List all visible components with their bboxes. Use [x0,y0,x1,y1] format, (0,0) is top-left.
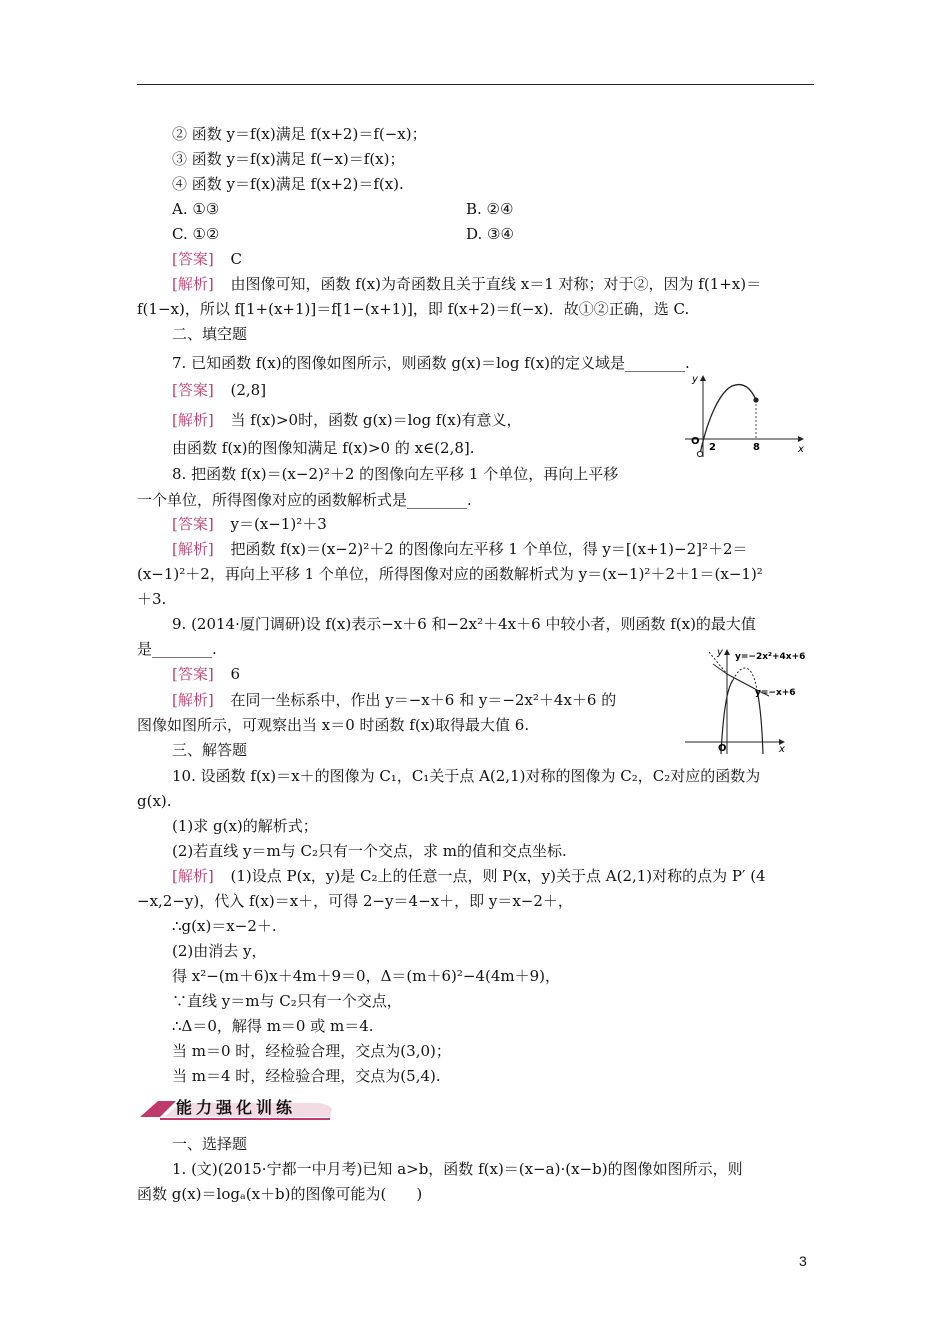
answer-tag: [答案] [172,250,214,268]
option-line-2: ② 函数 y＝f(x)满足 f(x+2)＝f(−x)； [172,125,427,143]
answer-value: (2,8] [230,381,267,399]
tick-8: 8 [753,442,760,453]
explanation-7-line-1 [172,410,522,430]
x-label: x [798,444,804,455]
explanation-tag: [解析] [172,540,214,558]
explanation-10-line-4: (2)由消去 y， [172,942,267,960]
explanation-text: 在同一坐标系中，作出 y＝−x＋6 和 y＝−2x²＋4x＋6 的 [230,691,617,709]
question-9-line-1: 9. (2014·厦门调研)设 f(x)表示−x＋6 和−2x²＋4x＋6 中较小者，则函数 f(x)的最大值 [172,615,756,633]
answer-9 [172,664,240,684]
choice-c: C. ①② [172,225,220,243]
question-8-line-1: 8. 把函数 f(x)＝(x−2)²＋2 的图像向左平移 1 个单位，再向上平移 [172,465,619,483]
question-10-part-1: (1)求 g(x)的解析式； [172,817,318,835]
header-rule [137,84,814,85]
option-line-4: ④ 函数 y＝f(x)满足 f(x+2)＝f(x). [172,175,404,193]
explanation-tag: [解析] [172,275,214,293]
explanation-10-line-6: ∵直线 y＝m与 C₂只有一个交点， [172,992,402,1010]
answer-tag: [答案] [172,665,214,683]
explanation-8-line-2: (x−1)²＋2，再向上平移 1 个单位，所得图像对应的函数解析式为 y＝(x−1)²＋2＋1＝(x−1)² [137,565,763,583]
x-label: x [779,744,785,755]
question-10-part-2: (2)若直线 y＝m与 C₂只有一个交点，求 m的值和交点坐标. [172,842,567,860]
parabola-right-branch [757,690,763,754]
open-endpoint [697,451,702,456]
explanation-10-line-8: 当 m＝0 时，经检验合理，交点为(3,0)； [172,1042,451,1060]
parabola-label: y=−2x²+4x+6 [735,652,806,662]
question-10-line-2: g(x). [137,792,172,810]
answer-value: 6 [230,665,241,683]
explanation-6-line-2: f(1−x)，所以 f[1+(x+1)]＝f[1−(x+1)]，即 f(x+2)＝f(−x)．故①②正确，选 C. [137,300,690,318]
origin-label: O [718,743,727,754]
question-8-line-2: 一个单位，所得图像对应的函数解析式是________. [137,491,472,509]
section-choice: 一、选择题 [172,1135,248,1153]
origin-label: O [691,436,700,447]
answer-value: C [230,250,242,268]
section-solve: 三、解答题 [172,741,248,759]
y-label: y [717,647,723,658]
section-fill-in: 二、填空题 [172,325,248,343]
explanation-10-line-9: 当 m＝4 时，经检验合理，交点为(5,4). [172,1067,441,1085]
answer-tag: [答案] [172,381,214,399]
answer-7 [172,380,266,400]
explanation-10-line-7: ∴Δ＝0，解得 m＝0 或 m＝4. [172,1017,374,1035]
y-axis-arrow [700,375,706,381]
line-label: y=−x+6 [755,688,796,698]
answer-tag: [答案] [172,515,214,533]
explanation-text: (1)设点 P(x，y)是 C₂上的任意一点，则 P(x，y)关于点 A(2,1)对称的点为 P′ (4 [230,867,766,885]
question-7: 7. 已知函数 f(x)的图像如图所示，则函数 g(x)＝log f(x)的定义域是________. [172,354,690,372]
explanation-text: 当 f(x)>0时，函数 g(x)＝log f(x)有意义， [230,411,522,429]
page-number: 3 [799,1253,807,1269]
choice-a: A. ①③ [172,200,220,218]
tick-2: 2 [709,442,716,453]
x-axis-arrow [798,436,804,442]
answer-6 [172,249,242,269]
answer-value: y＝(x−1)²＋3 [230,515,327,533]
explanation-8-line-1 [172,539,748,559]
explanation-text: 把函数 f(x)＝(x−2)²＋2 的图像向左平移 1 个单位，得 y＝[(x+1)−2]²＋2＝ [230,540,748,558]
explanation-9-line-1 [172,690,616,710]
explanation-8-line-3: ＋3. [137,590,167,608]
answer-8 [172,514,327,534]
explanation-tag: [解析] [172,691,214,709]
y-label: y [692,374,698,385]
explanation-10-line-1 [172,866,766,886]
explanation-6-line-1 [172,274,761,294]
explanation-10-line-5: 得 x²−(m＋6)x＋4m＋9＝0，Δ＝(m＋6)²−4(4m＋9)， [172,967,561,985]
option-line-3: ③ 函数 y＝f(x)满足 f(−x)＝f(x)； [172,150,405,168]
explanation-10-line-2: −x,2−y)，代入 f(x)＝x＋，可得 2−y＝4−x＋，即 y＝x−2＋， [137,892,573,910]
explanation-7-line-2: 由函数 f(x)的图像知满足 f(x)>0 的 x∈(2,8]. [172,439,475,457]
explanation-9-line-2: 图像如图所示，可观察出当 x＝0 时函数 f(x)取得最大值 6. [137,716,530,734]
graph-question-7 [680,372,806,462]
question-11-line-1: 1. (文)(2015·宁都一中月考)已知 a>b，函数 f(x)＝(x−a)·(x−b)的图像如图所示，则 [172,1160,743,1178]
question-10-line-1: 10. 设函数 f(x)＝x＋的图像为 C₁，C₁关于点 A(2,1)对称的图像为 C₂，C₂对应的函数为 [172,767,761,785]
y-axis-arrow [724,649,730,655]
choice-d: D. ③④ [466,225,514,243]
explanation-text: 由图像可知，函数 f(x)为奇函数且关于直线 x＝1 对称；对于②，因为 f(1+x)＝ [230,275,762,293]
explanation-tag: [解析] [172,411,214,429]
choice-b: B. ②④ [466,200,514,218]
graph-question-9 [683,644,813,756]
explanation-tag: [解析] [172,867,214,885]
question-9-line-2: 是________. [137,640,217,658]
explanation-10-line-3: ∴g(x)＝x−2＋. [172,917,277,935]
section-banner-title: 能力强化训练 [176,1098,297,1117]
question-11-line-2: 函数 g(x)＝logₐ(x＋b)的图像可能为( ) [137,1185,423,1203]
